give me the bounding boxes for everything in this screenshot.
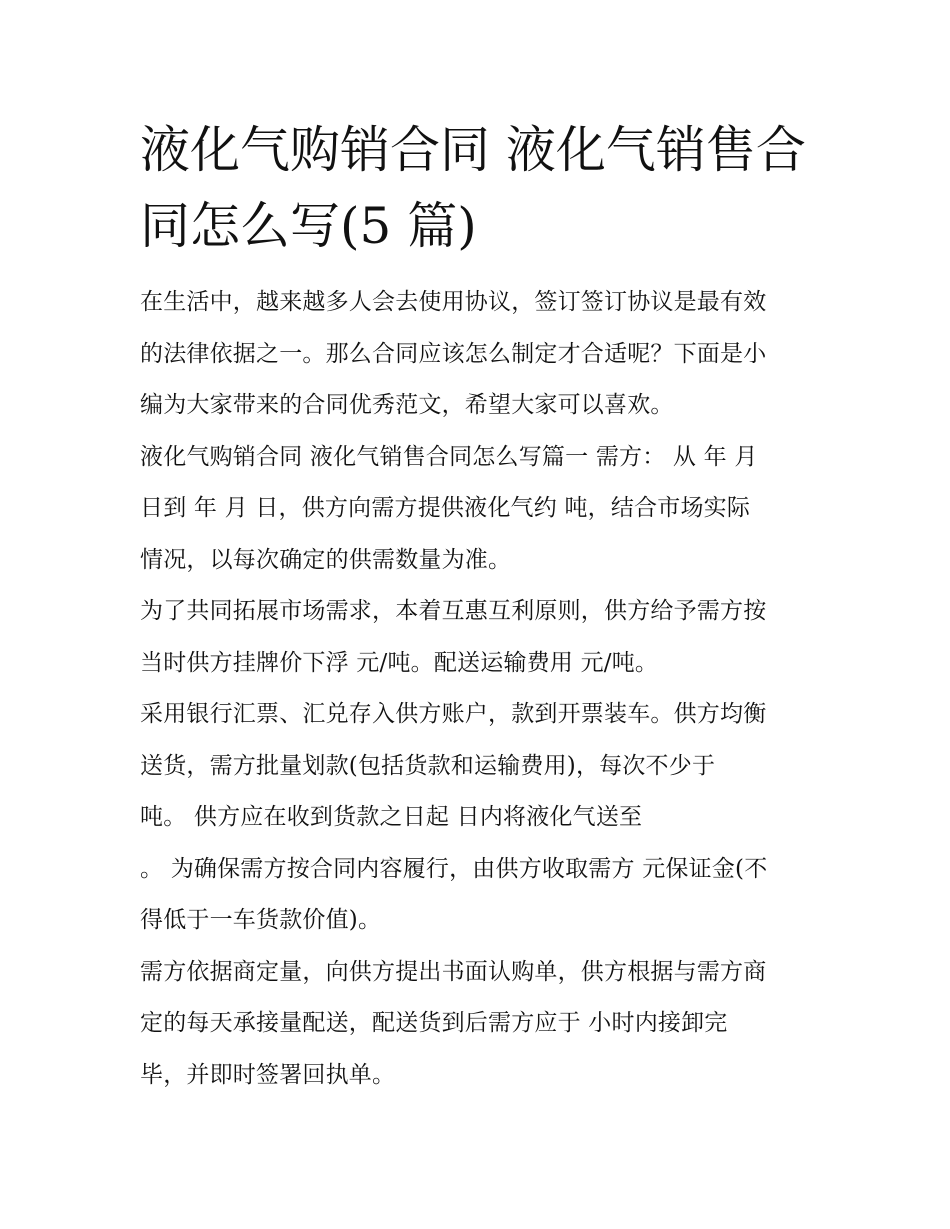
body-line: 当时供方挂牌价下浮 元/吨。配送运输费用 元/吨。 [140, 649, 659, 676]
body-line: 的法律依据之一。那么合同应该怎么制定才合适呢？下面是小 [140, 340, 767, 367]
document-title [140, 112, 830, 264]
body-line: 。 为确保需方按合同内容履行，由供方收取需方 元保证金(不 [140, 855, 768, 882]
body-line: 毕，并即时签署回执单。 [140, 1061, 396, 1088]
body-line: 送货，需方批量划款(包括货款和运输费用)，每次不少于 [140, 752, 716, 779]
body-line: 为了共同拓展市场需求，本着互惠互利原则，供方给予需方按 [140, 598, 767, 624]
body-line: 定的每天承接量配送，配送货到后需方应于 小时内接卸完 [140, 1010, 728, 1036]
body-line: 采用银行汇票、汇兑存入供方账户，款到开票装车。供方均衡 [140, 701, 767, 727]
body-line: 编为大家带来的合同优秀范文，希望大家可以喜欢。 [140, 392, 674, 418]
body-line: 情况，以每次确定的供需数量为准。 [140, 546, 512, 573]
document-body [140, 277, 830, 1101]
body-line: 吨。 供方应在收到货款之日起 日内将液化气送至 [140, 804, 643, 830]
title-line-2: 同怎么写(5 篇) [140, 197, 477, 255]
title-line-1: 液化气购销合同 液化气销售合 [140, 121, 806, 179]
body-line: 在生活中，越来越多人会去使用协议，签订签订协议是最有效 [140, 289, 767, 315]
body-line: 日到 年 月 日，供方向需方提供液化气约 吨，结合市场实际 [140, 495, 751, 521]
body-line: 液化气购销合同 液化气销售合同怎么写篇一 需方： 从 年 月 [140, 443, 758, 470]
body-line: 得低于一车货款价值)。 [140, 907, 382, 933]
body-line: 需方依据商定量，向供方提出书面认购单，供方根据与需方商 [140, 958, 767, 985]
